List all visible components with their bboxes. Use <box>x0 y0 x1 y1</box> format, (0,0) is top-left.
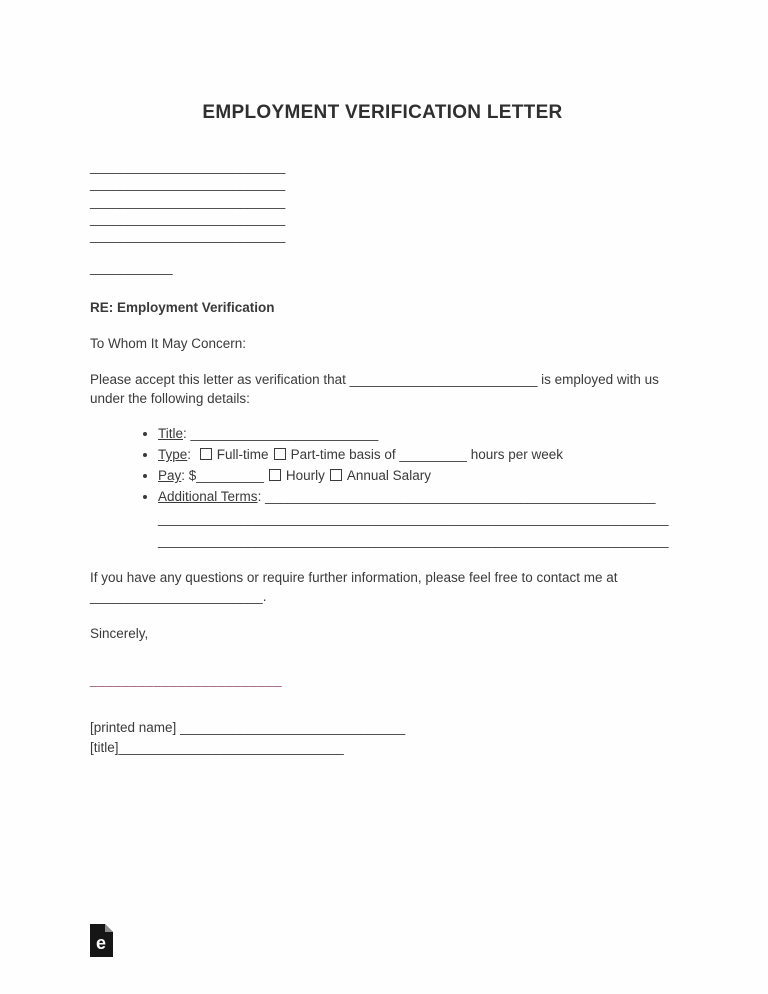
subject-line: RE: Employment Verification <box>90 300 275 316</box>
closing-text-before: If you have any questions or require further information, please feel free to contact me at <box>90 570 618 586</box>
address-line-blank[interactable]: __________________________ <box>90 159 286 174</box>
additional-terms-blank-3[interactable]: ____________________________________________________________________ <box>158 533 669 549</box>
pay-separator: : <box>181 468 189 484</box>
title-field-line <box>90 738 675 758</box>
eforms-logo <box>90 924 113 957</box>
details-list <box>90 424 675 551</box>
additional-terms-label: Additional Terms <box>158 489 258 505</box>
printed-name-line <box>90 718 675 738</box>
currency-symbol: $ <box>188 468 197 484</box>
document-title: EMPLOYMENT VERIFICATION LETTER <box>202 102 563 123</box>
name-title-block <box>90 718 675 758</box>
title-separator: : <box>183 426 191 442</box>
type-label: Type <box>158 447 188 463</box>
signature-line[interactable]: ________________________ <box>90 672 283 688</box>
address-line-blank[interactable]: __________________________ <box>90 176 286 192</box>
detail-item-pay <box>158 466 675 486</box>
hourly-label: Hourly <box>285 468 325 484</box>
detail-item-additional-terms <box>158 487 675 551</box>
annual-salary-checkbox[interactable] <box>330 469 342 481</box>
type-separator: : <box>187 447 195 463</box>
hourly-checkbox[interactable] <box>269 469 281 481</box>
hours-blank[interactable]: _________ <box>399 447 467 463</box>
hours-suffix: hours per week <box>466 447 563 463</box>
recipient-address-block <box>90 158 675 244</box>
address-line-blank[interactable]: __________________________ <box>90 210 286 226</box>
printed-name-label: [printed name] <box>90 720 181 736</box>
annual-salary-label: Annual Salary <box>346 468 431 484</box>
fulltime-label: Full-time <box>216 447 269 463</box>
title-field-blank[interactable]: ______________________________ <box>118 740 344 756</box>
address-line-blank[interactable]: __________________________ <box>90 193 286 209</box>
printed-name-blank[interactable]: ______________________________ <box>180 720 406 736</box>
salutation: To Whom It May Concern: <box>90 336 247 352</box>
document-content <box>90 0 675 758</box>
pay-amount-blank[interactable]: _________ <box>196 468 264 484</box>
detail-item-title <box>158 424 675 444</box>
title-blank[interactable]: _________________________ <box>190 426 379 442</box>
address-line-blank[interactable]: __________________________ <box>90 228 286 244</box>
intro-text-before: Please accept this letter as verification that <box>90 372 350 388</box>
additional-terms-blank-1[interactable]: ____________________________________________________ <box>265 489 656 505</box>
closing-paragraph <box>90 568 675 606</box>
fulltime-checkbox[interactable] <box>200 448 212 460</box>
detail-item-type <box>158 445 675 465</box>
pay-label: Pay <box>158 468 182 484</box>
parttime-checkbox[interactable] <box>274 448 286 460</box>
additional-terms-blank-2[interactable]: ____________________________________________________________________ <box>158 511 669 527</box>
contact-blank[interactable]: _______________________ <box>90 589 263 605</box>
document-page-icon <box>90 924 113 957</box>
employee-name-blank[interactable]: _________________________ <box>349 372 538 388</box>
parttime-label: Part-time basis of <box>290 447 400 463</box>
title-label: Title <box>158 426 184 442</box>
logo-letter: e <box>95 933 107 953</box>
signoff: Sincerely, <box>90 626 149 642</box>
intro-paragraph <box>90 370 675 408</box>
closing-period: . <box>262 589 267 605</box>
additional-terms-separator: : <box>257 489 266 505</box>
title-field-label: [title] <box>90 740 119 756</box>
date-blank[interactable]: ___________ <box>90 260 173 276</box>
intro-text-after: is employed with us under the following details: <box>90 372 659 407</box>
